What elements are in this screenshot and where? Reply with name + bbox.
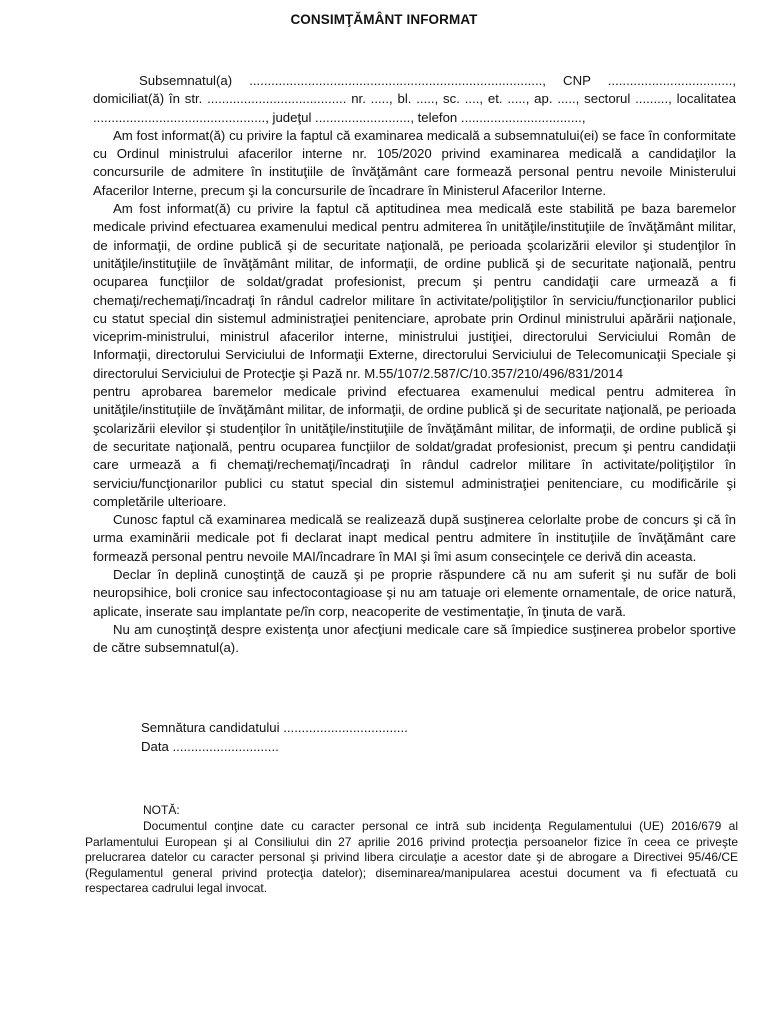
paragraph-identification: Subsemnatul(a) ................................................................................, CNP .................................., domiciliat(ă) în str. ...................................... nr. ....., bl. ....., sc. ...., et. ....., ap. ....., sectorul ........., localitatea ..............................................., judeţul .........................., telefon ................................., <box>93 73 736 125</box>
date-line: Data ............................. <box>141 739 279 754</box>
paragraph-declaration: Declar în deplină cunoştinţă de cauză şi pe proprie răspundere că nu am suferit şi nu sufăr de boli neuropsihice, boli cronice sau infectocontagioase şi nu am tatuaje ori elemente ornamentale, de orice natură, aplicate, inserate sau implantate pe/în corp, neacoperite de vestimentaţie, în ţinuta de vară. <box>93 567 736 619</box>
paragraph-informed-examination: Am fost informat(ă) cu privire la faptul că examinarea medicală a subsemnatului(ei) se face în conformitate cu Ordinul ministrului afacerilor interne nr. 105/2020 privind examinarea medicală a candidaţilor la concursurile de admitere în instituţiile de învăţământ care formează personal pentru nevoile Ministerului Afacerilor Interne, precum şi la concursurile de încadrare în Ministerul Afacerilor Interne. <box>93 127 736 198</box>
signature-block <box>141 718 408 756</box>
paragraph-medical-exam-order: Cunosc faptul că examinarea medicală se realizează după susţinerea celorlalte probe de concurs şi că în urma examinării medicale pot fi declarat inapt medical pentru admitere în instituţiile de învăţământ care formează personal pentru nevoile MAI/încadrare în MAI şi îmi asum consecinţele ce derivă din aceasta. <box>93 512 736 564</box>
paragraph-approval-baremes: pentru aprobarea baremelor medicale privind efectuarea examenului medical pentru admiterea în unităţile/instituţiile de învăţământ militar, de informaţii, de ordine publică şi de securitate naţională, pe perioada şcolarizării elevilor şi studenţilor în unităţile/instituţiile de învăţământ militar, de informaţii, de ordine publică şi de securitate naţională, pentru ocuparea funcţiilor de soldat/gradat profesionist, precum şi pentru candidaţii care urmează a fi chemaţi/rechemaţi/încadraţi în rândul cadrelor militare în activitate/poliţiştilor în serviciu/funcţionarilor publici cu statut special din sistemul administraţiei penitenciare, cu modificările şi completările ulterioare. <box>93 384 736 509</box>
signature-line: Semnătura candidatului .................................. <box>141 720 408 735</box>
paragraph-informed-aptitude: Am fost informat(ă) cu privire la faptul că aptitudinea mea medicală este stabilită pe baza baremelor medicale privind efectuarea examenului medical pentru admiterea în unităţile/instituţiile de învăţământ militar, de informaţii, de ordine publică şi de securitate naţională, pe perioada şcolarizării elevilor şi studenţilor în unităţile/instituţiile de învăţământ militar, de informaţii, de ordine publică şi de securitate naţională, pentru ocuparea funcţiilor de soldat/gradat profesionist, precum şi pentru candidaţii care urmează a fi chemaţi/rechemaţi/încadraţi în rândul cadrelor militare în activitate/poliţiştilor în serviciu/funcţionarilor publici cu statut special din sistemul administraţiei penitenciare, aprobate prin Ordinul ministrului apărării naţionale, viceprim-ministrului, ministrul afacerilor interne, ministrului justiţiei, directorului Serviciului Român de Informaţii, directorului Serviciului de Informaţii Externe, directorului Serviciului de Telecomunicaţii Speciale şi directorului Serviciului de Protecţie şi Pază nr. M.55/107/2.587/C/10.357/210/496/831/2014 <box>93 201 736 381</box>
note-section <box>85 819 738 897</box>
paragraph-no-conditions: Nu am cunoştinţă despre existenţa unor afecţiuni medicale care să împiedice susţinerea probelor sportive de către subsemnatul(a). <box>93 621 736 656</box>
note-text: Documentul conţine date cu caracter personal ce intră sub incidenţa Regulamentului (UE) 2016/679 al Parlamentului European şi al Consiliului din 27 aprilie 2016 privind protecţia persoanelor fizice în ceea ce priveşte prelucrarea datelor cu caracter personal şi privind libera circulaţie a acestor date şi de abrogare a Directivei 95/46/CE (Regulamentul general privind protecţia datelor); diseminarea/manipularea acestui document va fi efectuată cu respectarea cadrului legal invocat. <box>85 819 738 895</box>
document-body <box>93 72 736 658</box>
note-title: NOTĂ: <box>143 803 180 817</box>
document-title: CONSIMŢĂMÂNT INFORMAT <box>290 12 478 27</box>
